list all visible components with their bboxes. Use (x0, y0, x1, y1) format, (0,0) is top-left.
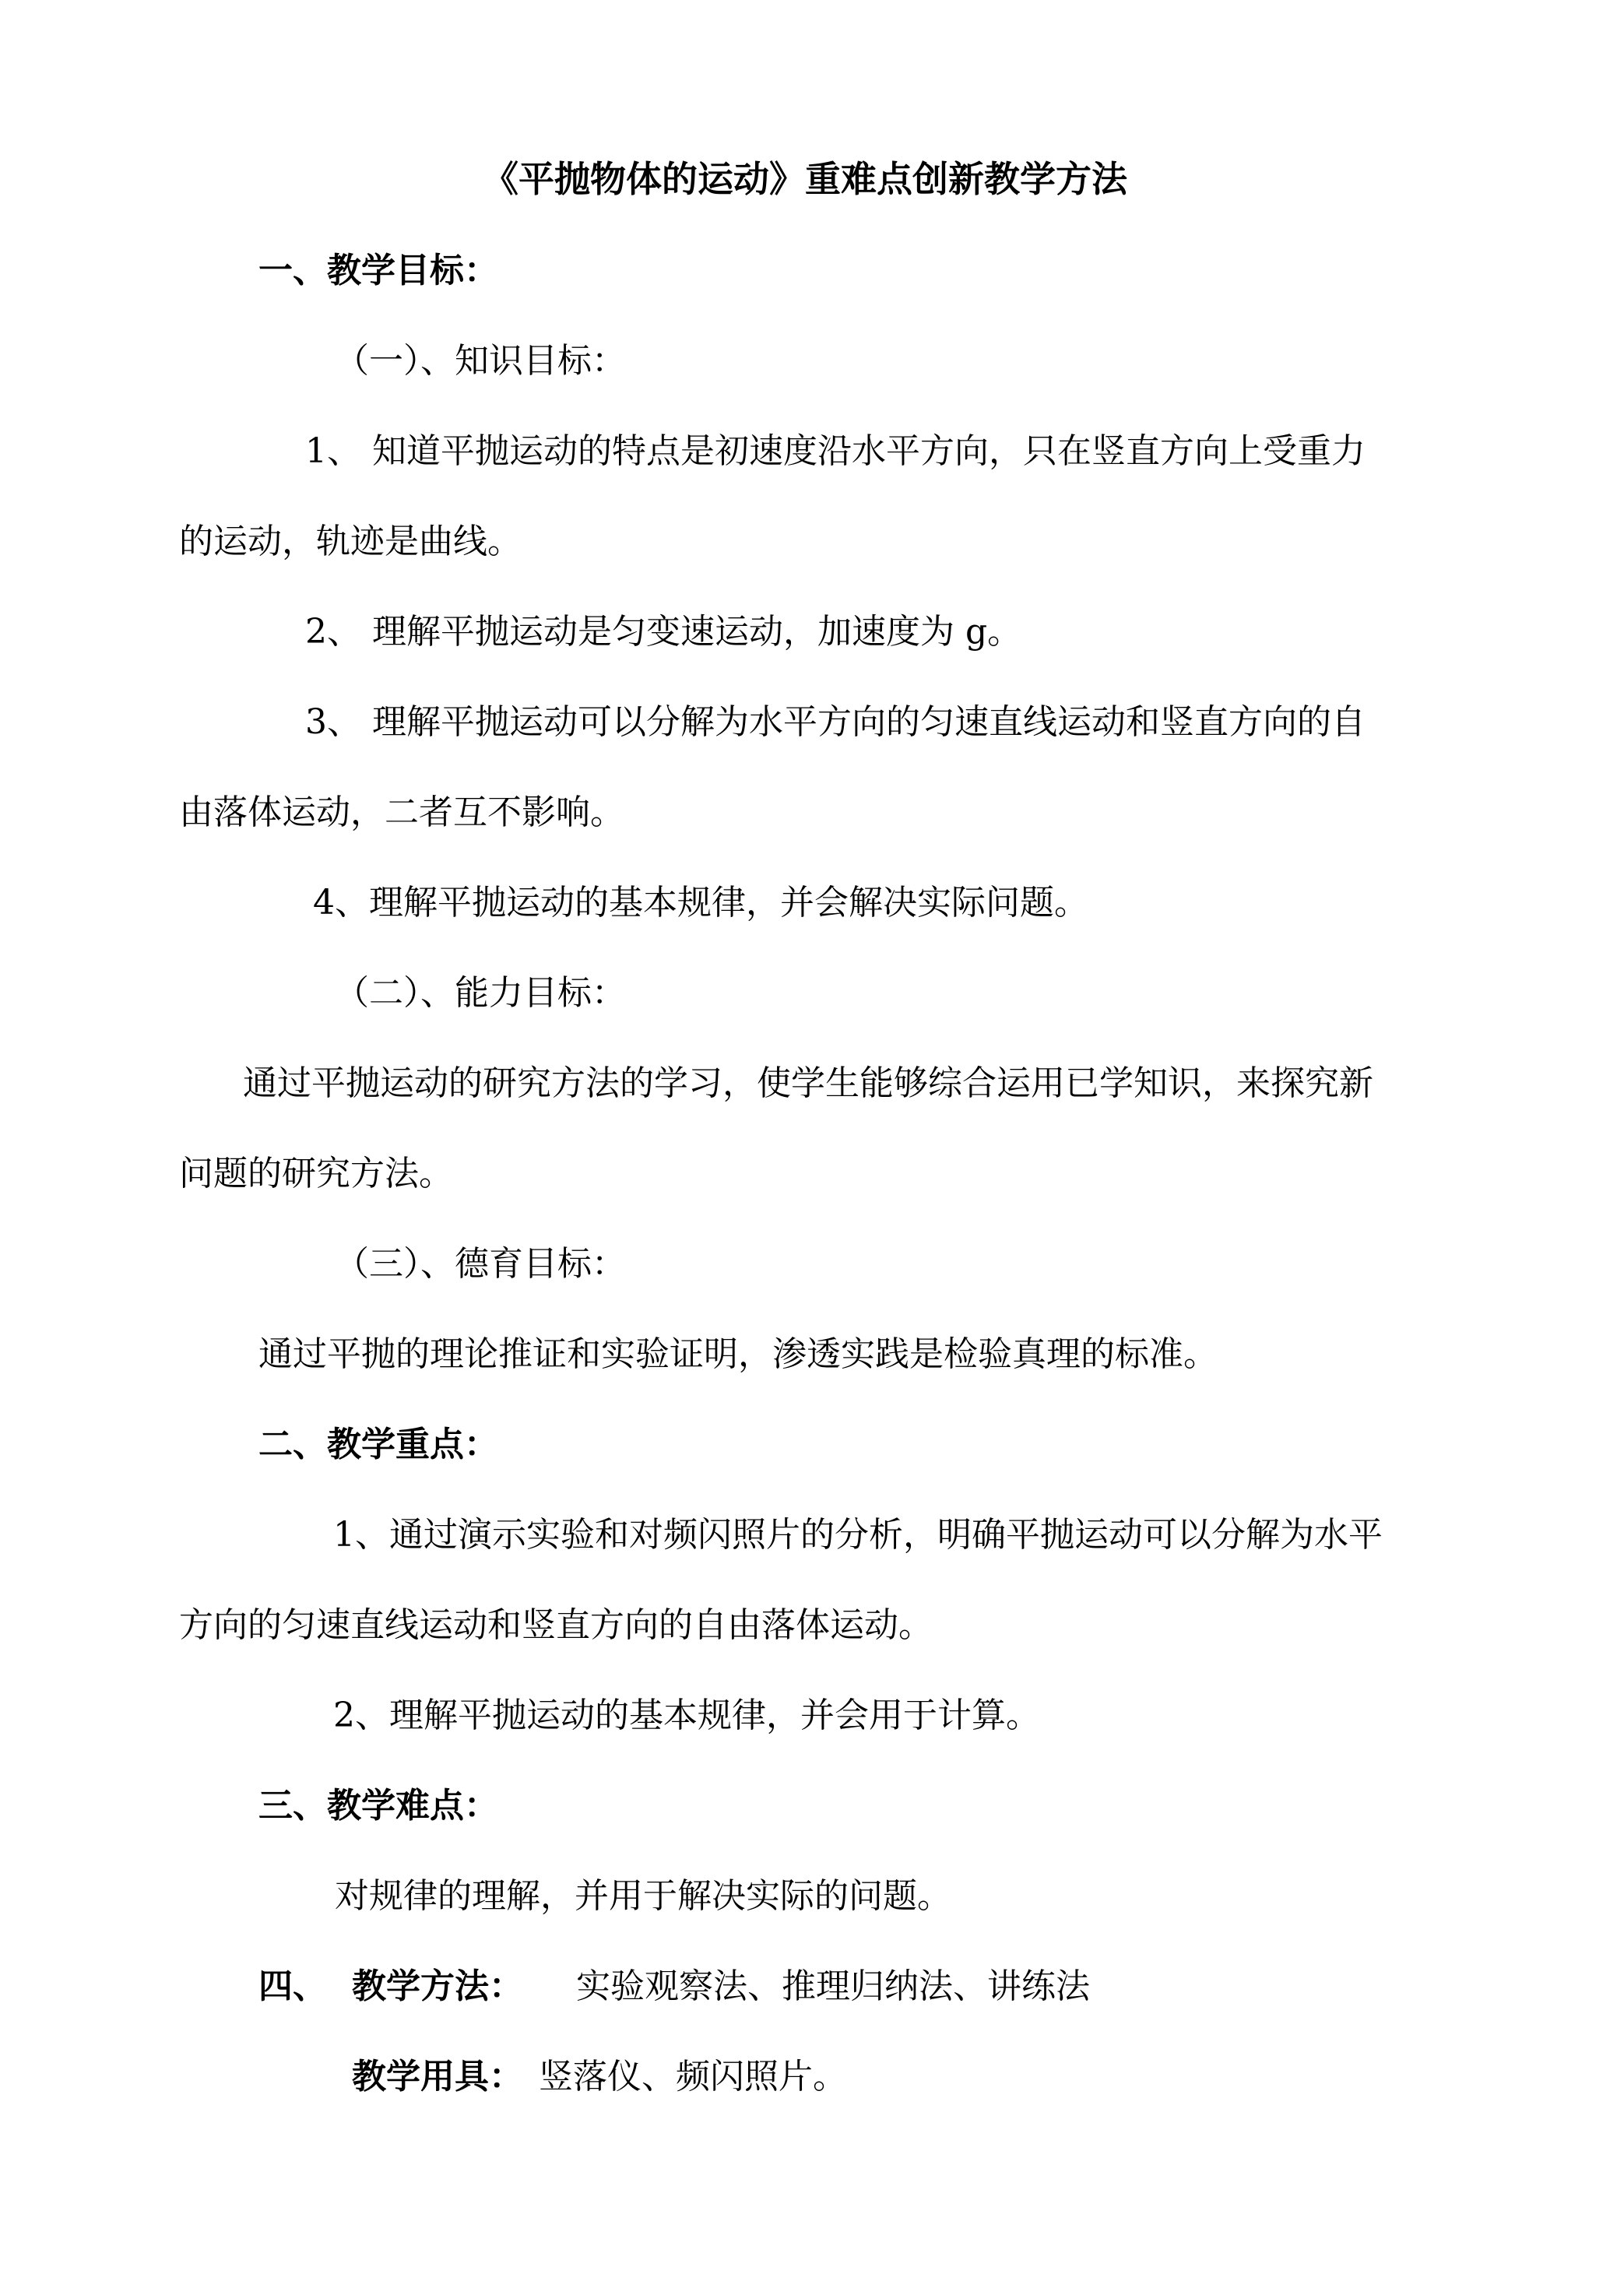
key-point-1-line-2: 方向的匀速直线运动和竖直方向的自由落体运动。 (179, 1605, 933, 1645)
methods-value: 实验观察法、推理归纳法、讲练法 (576, 1966, 1090, 2006)
section-heading-goals: 一、教学目标： (258, 251, 498, 290)
ability-text-line-2: 问题的研究方法。 (179, 1154, 453, 1193)
section-heading-difficulties: 三、教学难点： (258, 1786, 498, 1826)
tools-value: 竖落仪、频闪照片。 (539, 2057, 847, 2096)
subheading-ability-goals: （二）、能力目标： (335, 973, 626, 1013)
knowledge-item-1-line-1: 1、 知道平抛运动的特点是初速度沿水平方向，只在竖直方向上受重力 (305, 431, 1366, 471)
knowledge-item-4: 4、理解平抛运动的基本规律，并会解决实际问题。 (313, 883, 1088, 923)
section-number-methods: 四、 (258, 1966, 327, 2006)
difficulties-text: 对规律的理解，并用于解决实际的问题。 (335, 1876, 951, 1916)
subheading-moral-goals: （三）、德育目标： (335, 1244, 626, 1284)
knowledge-item-3-line-1: 3、 理解平抛运动可以分解为水平方向的匀速直线运动和竖直方向的自 (305, 702, 1366, 742)
key-point-1-line-1: 1、通过演示实验和对频闪照片的分析，明确平抛运动可以分解为水平 (333, 1515, 1383, 1555)
ability-text-line-1: 通过平抛运动的研究方法的学习，使学生能够综合运用已学知识，来探究新 (243, 1063, 1373, 1103)
knowledge-item-1-line-2: 的运动，轨迹是曲线。 (179, 522, 522, 561)
document-title: 《平抛物体的运动》重难点创新教学方法 (483, 158, 1127, 200)
methods-label: 教学方法： (352, 1966, 523, 2006)
moral-text: 通过平抛的理论推证和实验证明，渗透实践是检验真理的标准。 (258, 1334, 1218, 1374)
subheading-knowledge-goals: （一）、知识目标： (335, 341, 626, 381)
tools-label: 教学用具： (352, 2057, 523, 2096)
knowledge-item-3-line-2: 由落体运动，二者互不影响。 (179, 793, 624, 832)
knowledge-item-2: 2、 理解平抛运动是匀变速运动，加速度为 g。 (305, 612, 1022, 652)
section-heading-key-points: 二、教学重点： (258, 1425, 498, 1464)
key-point-2: 2、理解平抛运动的基本规律，并会用于计算。 (333, 1696, 1040, 1735)
